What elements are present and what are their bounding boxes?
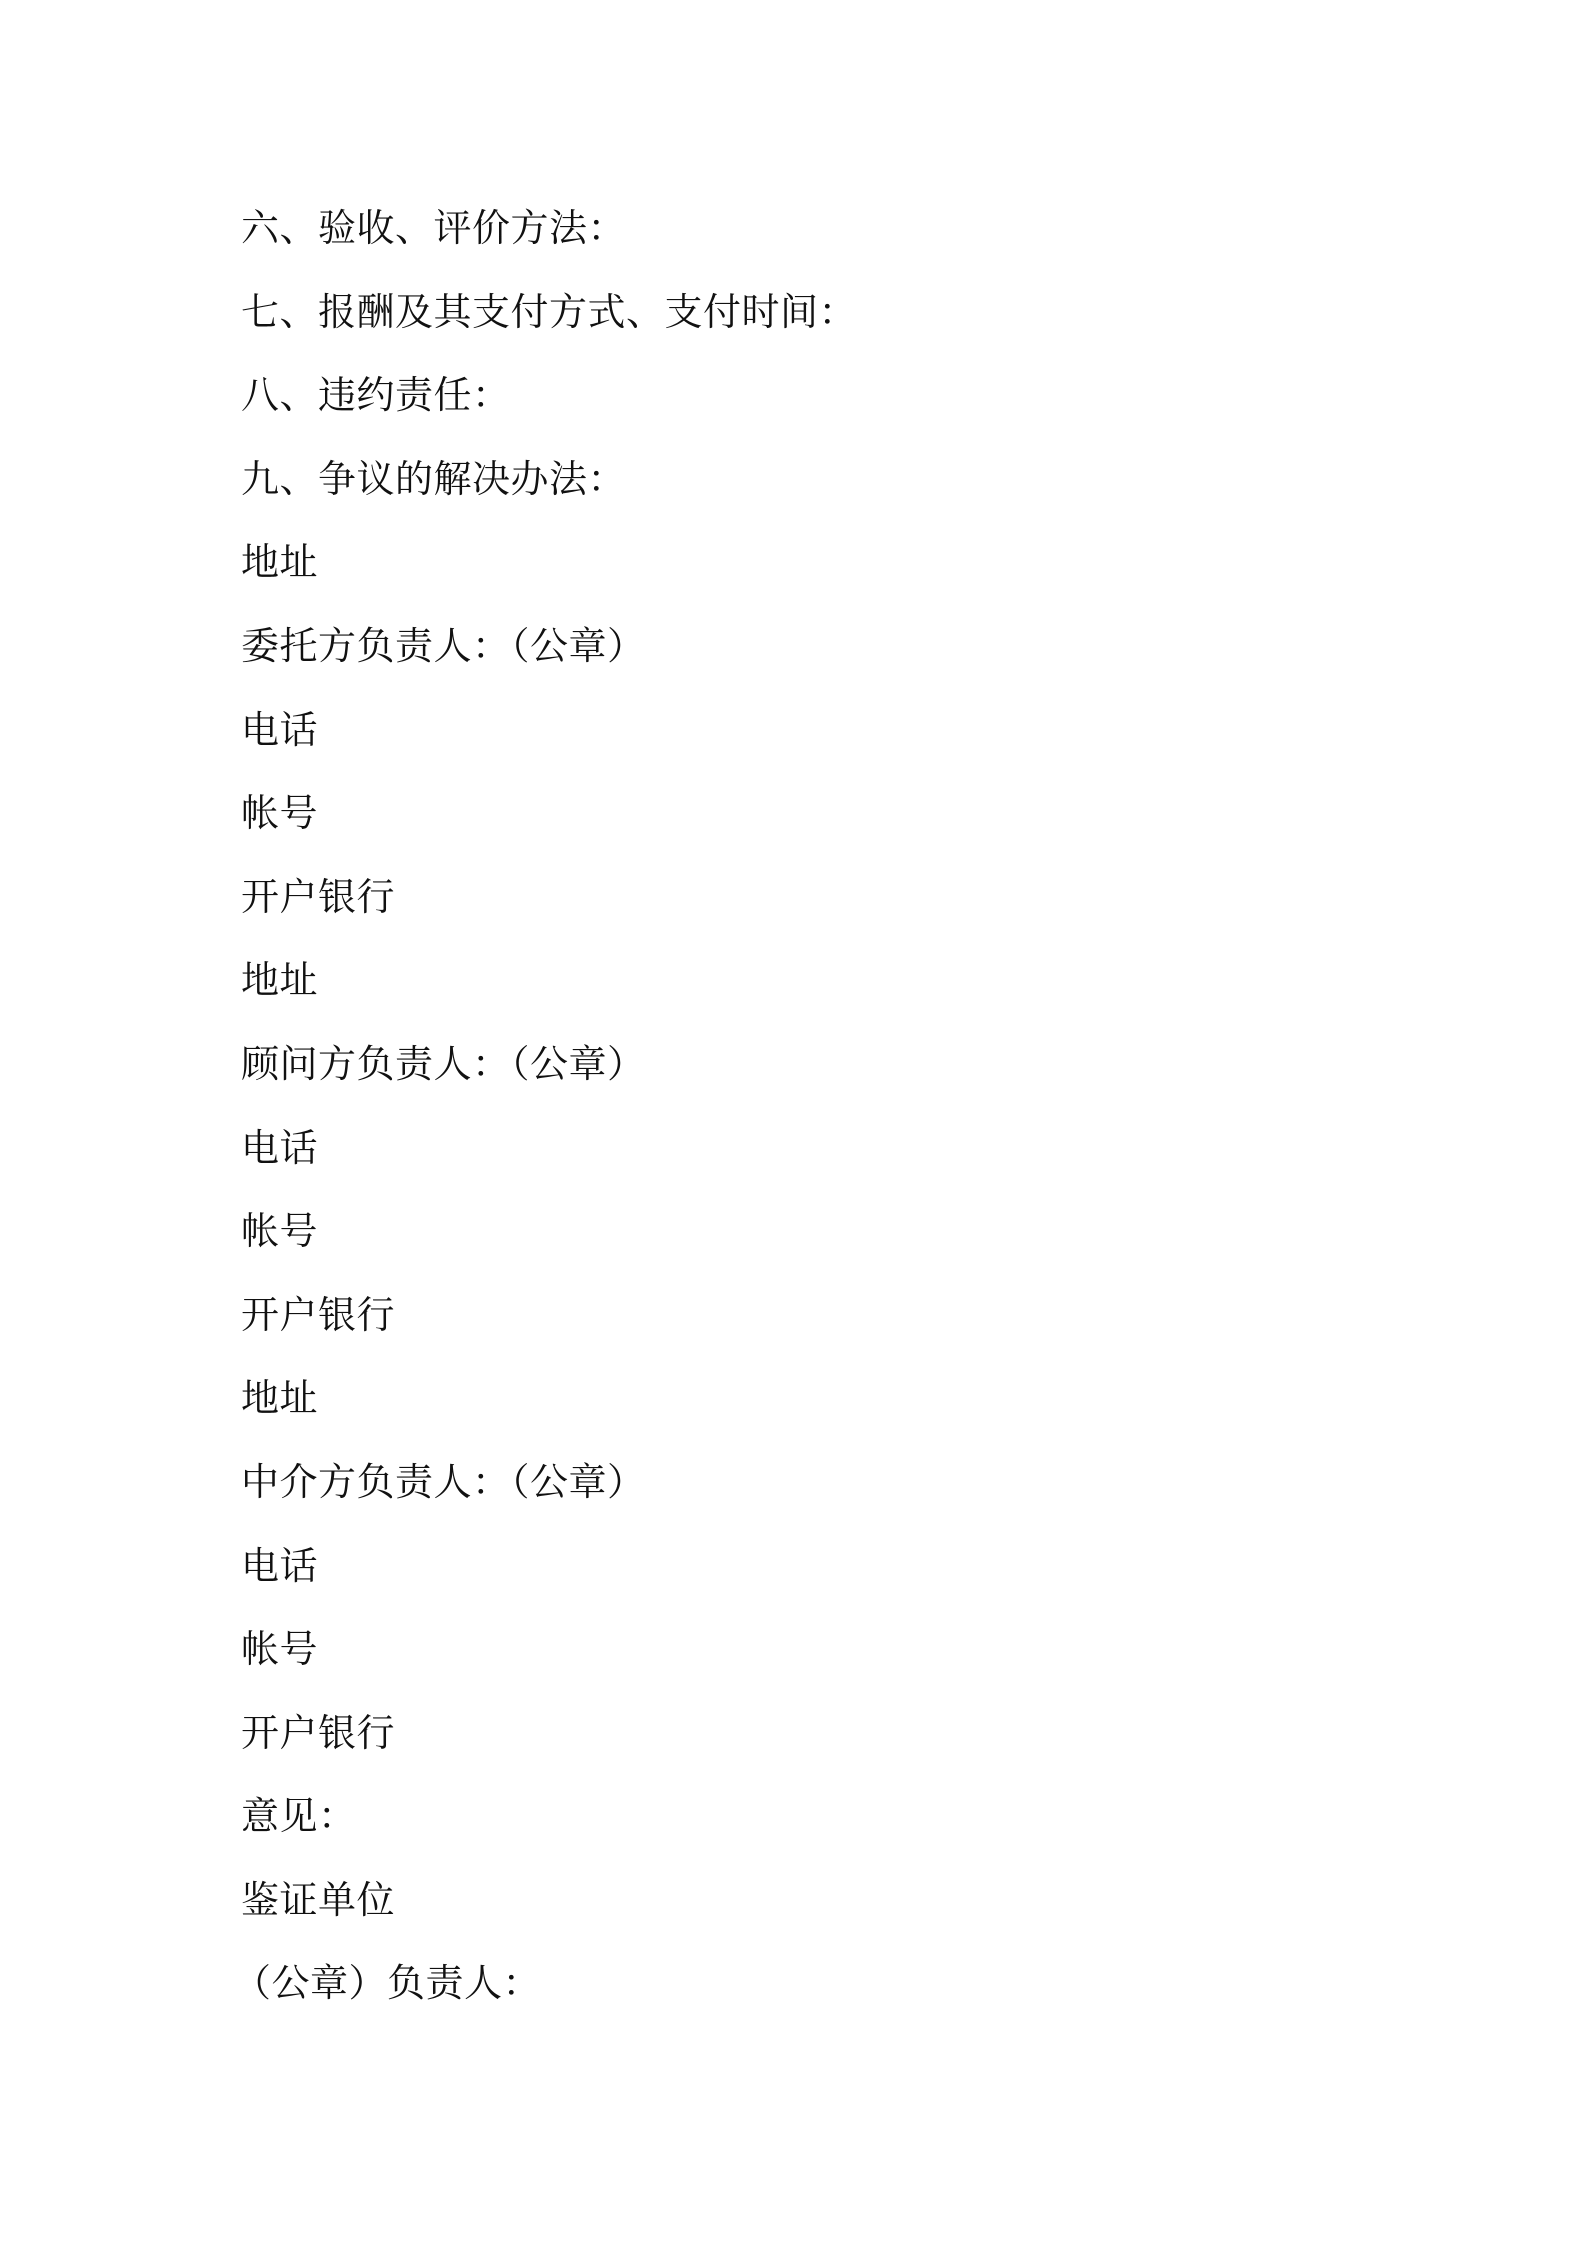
intermediary-bank-label: 开户银行 [241, 1710, 396, 1755]
section-heading-liability: 八、违约责任： [241, 373, 511, 418]
client-account-label: 帐号 [241, 791, 319, 836]
section-heading-payment: 七、报酬及其支付方式、支付时间： [241, 289, 858, 334]
intermediary-account-label: 帐号 [241, 1627, 319, 1672]
client-representative-label: 委托方负责人：（公章） [241, 623, 646, 668]
opinion-label: 意见： [241, 1794, 357, 1839]
consultant-account-label: 帐号 [241, 1209, 319, 1254]
consultant-representative-label: 顾问方负责人：（公章） [241, 1041, 646, 1086]
intermediary-representative-label: 中介方负责人：（公章） [241, 1459, 646, 1504]
intermediary-phone-label: 电话 [241, 1543, 319, 1588]
client-bank-label: 开户银行 [241, 874, 396, 919]
client-address-label: 地址 [241, 540, 319, 585]
section-heading-acceptance: 六、验收、评价方法： [241, 206, 627, 250]
notary-seal-representative-label: （公章）负责人： [233, 1961, 542, 2006]
intermediary-address-label: 地址 [241, 1376, 319, 1421]
consultant-address-label: 地址 [241, 958, 319, 1003]
client-phone-label: 电话 [241, 707, 319, 752]
document-body [233, 198, 858, 2037]
section-heading-dispute: 九、争议的解决办法： [241, 456, 627, 501]
notary-unit-label: 鉴证单位 [241, 1877, 396, 1922]
consultant-bank-label: 开户银行 [241, 1292, 396, 1337]
consultant-phone-label: 电话 [241, 1125, 319, 1170]
